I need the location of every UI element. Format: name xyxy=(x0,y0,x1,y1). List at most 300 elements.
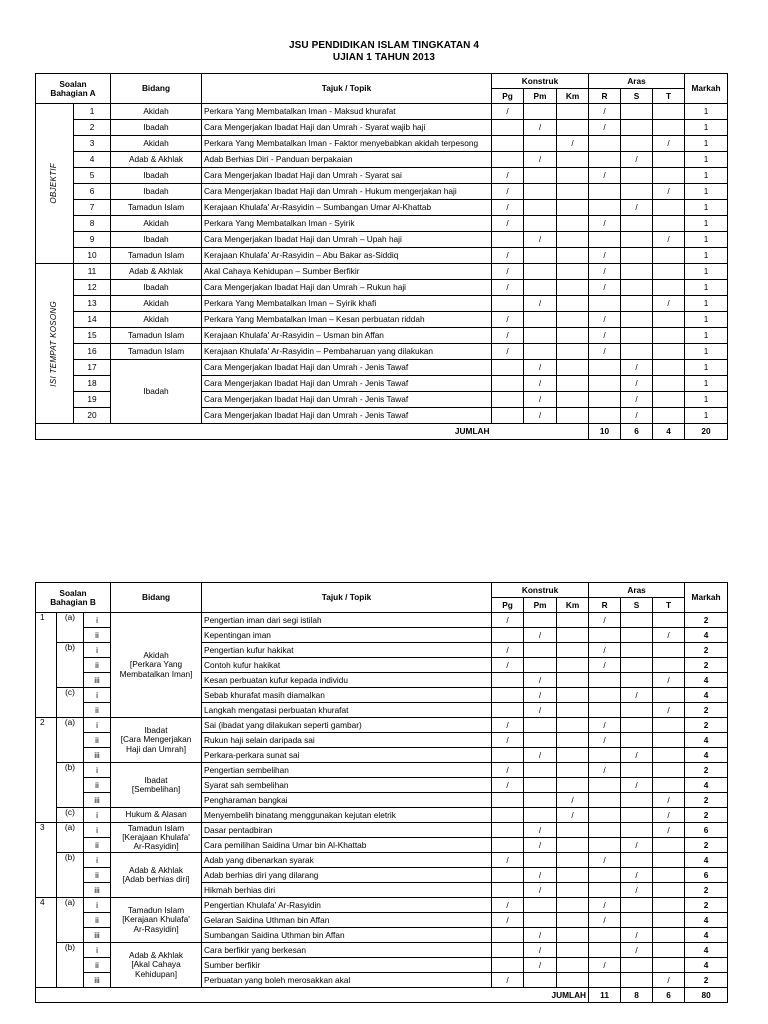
pg-mark: / xyxy=(492,733,524,748)
pg-mark: / xyxy=(492,248,524,264)
t-mark: / xyxy=(653,703,685,718)
bidang-cell: Adab & Akhlak xyxy=(111,152,202,168)
pg-mark xyxy=(492,628,524,643)
r-mark xyxy=(589,408,621,424)
km-mark xyxy=(557,928,589,943)
pm-mark: / xyxy=(524,868,557,883)
question-subpart: iii xyxy=(84,793,111,808)
s-mark xyxy=(621,973,653,988)
s-mark xyxy=(621,232,653,248)
header-km: Km xyxy=(557,89,589,104)
km-mark: / xyxy=(557,793,589,808)
s-mark: / xyxy=(621,748,653,763)
bidang-cell: Tamadun Islam [Kerajaan Khulafa' Ar-Rasyidin] xyxy=(111,823,202,853)
total-markah: 80 xyxy=(685,988,728,1003)
tajuk-cell: Sumber berfikir xyxy=(202,958,492,973)
markah-cell: 2 xyxy=(685,613,728,628)
tajuk-cell: Cara berfikir yang berkesan xyxy=(202,943,492,958)
t-mark xyxy=(653,778,685,793)
tajuk-cell: Akal Cahaya Kehidupan – Sumber Berfikir xyxy=(202,264,492,280)
empty-cell xyxy=(557,424,589,440)
markah-cell: 4 xyxy=(685,673,728,688)
km-mark xyxy=(557,104,589,120)
km-mark xyxy=(557,688,589,703)
tajuk-cell: Cara Mengerjakan Ibadat Haji dan Umrah - Syarat sai xyxy=(202,168,492,184)
markah-cell: 4 xyxy=(685,688,728,703)
t-mark xyxy=(653,328,685,344)
markah-cell: 6 xyxy=(685,823,728,838)
pm-mark xyxy=(524,763,557,778)
s-mark xyxy=(621,898,653,913)
table-row xyxy=(36,360,728,376)
s-mark xyxy=(621,216,653,232)
km-mark xyxy=(557,232,589,248)
bidang-cell: Ibadat [Cara Mengerjakan Haji dan Umrah] xyxy=(111,718,202,763)
tajuk-cell: Perkara Yang Membatalkan Iman – Kesan perbuatan riddah xyxy=(202,312,492,328)
table-row xyxy=(36,152,728,168)
pm-mark xyxy=(524,136,557,152)
km-mark xyxy=(557,344,589,360)
tajuk-cell: Cara Mengerjakan Ibadat Haji dan Umrah – Upah haji xyxy=(202,232,492,248)
r-mark xyxy=(589,943,621,958)
table-row xyxy=(36,248,728,264)
s-mark: / xyxy=(621,152,653,168)
tajuk-cell: Perbuatan yang boleh merosakkan akal xyxy=(202,973,492,988)
pm-mark: / xyxy=(524,883,557,898)
t-mark xyxy=(653,658,685,673)
question-subpart: iii xyxy=(84,928,111,943)
s-mark xyxy=(621,643,653,658)
question-part: (a) xyxy=(57,613,84,643)
pg-mark xyxy=(492,296,524,312)
table-row xyxy=(36,763,728,778)
km-mark xyxy=(557,312,589,328)
s-mark xyxy=(621,673,653,688)
r-mark xyxy=(589,152,621,168)
pg-mark xyxy=(492,703,524,718)
r-mark xyxy=(589,778,621,793)
markah-cell: 1 xyxy=(685,184,728,200)
pg-mark: / xyxy=(492,168,524,184)
question-subpart: ii xyxy=(84,913,111,928)
r-mark: / xyxy=(589,104,621,120)
r-mark: / xyxy=(589,120,621,136)
pg-mark xyxy=(492,673,524,688)
table-bahagian-a xyxy=(35,73,728,440)
tajuk-cell: Perkara Yang Membatalkan Iman – Syirik khafi xyxy=(202,296,492,312)
s-mark xyxy=(621,168,653,184)
pm-mark xyxy=(524,898,557,913)
markah-cell: 4 xyxy=(685,748,728,763)
question-number: 1 xyxy=(36,613,57,718)
markah-cell: 4 xyxy=(685,778,728,793)
s-mark xyxy=(621,658,653,673)
r-mark xyxy=(589,748,621,763)
question-subpart: i xyxy=(84,643,111,658)
pg-mark xyxy=(492,376,524,392)
pm-mark: / xyxy=(524,823,557,838)
pg-mark xyxy=(492,688,524,703)
markah-cell: 1 xyxy=(685,264,728,280)
question-number: 12 xyxy=(74,280,111,296)
s-mark: / xyxy=(621,778,653,793)
r-mark: / xyxy=(589,280,621,296)
markah-cell: 1 xyxy=(685,296,728,312)
t-mark: / xyxy=(653,184,685,200)
table-row xyxy=(36,232,728,248)
km-mark xyxy=(557,718,589,733)
pm-mark xyxy=(524,328,557,344)
total-markah: 20 xyxy=(685,424,728,440)
question-part: (c) xyxy=(57,808,84,823)
t-mark xyxy=(653,216,685,232)
question-part: (b) xyxy=(57,763,84,808)
question-number: 13 xyxy=(74,296,111,312)
tajuk-cell: Adab Berhias Diri - Panduan berpakaian xyxy=(202,152,492,168)
s-mark xyxy=(621,763,653,778)
markah-cell: 2 xyxy=(685,658,728,673)
s-mark xyxy=(621,958,653,973)
s-mark xyxy=(621,248,653,264)
bidang-cell: Ibadah xyxy=(111,120,202,136)
pg-mark xyxy=(492,808,524,823)
bidang-cell: Akidah xyxy=(111,216,202,232)
pg-mark xyxy=(492,883,524,898)
pm-mark xyxy=(524,643,557,658)
tajuk-cell: Pengharaman bangkai xyxy=(202,793,492,808)
tajuk-cell: Cara Mengerjakan Ibadat Haji dan Umrah - Hukum mengerjakan haji xyxy=(202,184,492,200)
header-tajuk: Tajuk / Topik xyxy=(202,583,492,613)
header-markah: Markah xyxy=(685,74,728,104)
bidang-cell: Tamadun Islam [Kerajaan Khulafa' Ar-Rasyidin] xyxy=(111,898,202,943)
s-mark xyxy=(621,718,653,733)
t-mark xyxy=(653,928,685,943)
pg-mark: / xyxy=(492,778,524,793)
pg-mark xyxy=(492,943,524,958)
pg-mark xyxy=(492,793,524,808)
tajuk-cell: Pengertian Khulafa' Ar-Rasyidin xyxy=(202,898,492,913)
tajuk-cell: Perkara Yang Membatalkan Iman - Syirik xyxy=(202,216,492,232)
empty-cell xyxy=(492,424,524,440)
tajuk-cell: Pengertian iman dari segi istilah xyxy=(202,613,492,628)
bidang-cell: Tamadun Islam xyxy=(111,248,202,264)
s-mark: / xyxy=(621,376,653,392)
pg-mark: / xyxy=(492,200,524,216)
question-number: 3 xyxy=(36,823,57,898)
markah-cell: 1 xyxy=(685,120,728,136)
bidang-cell: Tamadun Islam xyxy=(111,344,202,360)
s-mark xyxy=(621,613,653,628)
markah-cell: 1 xyxy=(685,104,728,120)
question-number: 17 xyxy=(74,360,111,376)
r-mark xyxy=(589,823,621,838)
t-mark xyxy=(653,168,685,184)
pg-mark: / xyxy=(492,312,524,328)
km-mark xyxy=(557,778,589,793)
question-number: 5 xyxy=(74,168,111,184)
bidang-cell: Akidah [Perkara Yang Membatalkan Iman] xyxy=(111,613,202,718)
pm-mark: / xyxy=(524,152,557,168)
km-mark xyxy=(557,328,589,344)
t-mark xyxy=(653,958,685,973)
s-mark xyxy=(621,823,653,838)
s-mark xyxy=(621,264,653,280)
question-number: 4 xyxy=(74,152,111,168)
bidang-cell: Akidah xyxy=(111,312,202,328)
s-mark: / xyxy=(621,408,653,424)
total-label: JUMLAH xyxy=(36,424,492,440)
markah-cell: 4 xyxy=(685,733,728,748)
s-mark: / xyxy=(621,883,653,898)
markah-cell: 1 xyxy=(685,392,728,408)
total-label: JUMLAH xyxy=(36,988,589,1003)
bidang-cell: Adab & Akhlak [Akal Cahaya Kehidupan] xyxy=(111,943,202,988)
empty-cell xyxy=(524,424,557,440)
pm-mark xyxy=(524,280,557,296)
pg-mark: / xyxy=(492,184,524,200)
r-mark: / xyxy=(589,958,621,973)
question-subpart: i xyxy=(84,688,111,703)
pm-mark xyxy=(524,264,557,280)
pg-mark xyxy=(492,958,524,973)
document-subtitle: UJIAN 1 TAHUN 2013 xyxy=(332,52,436,63)
tajuk-cell: Pengertian sembelihan xyxy=(202,763,492,778)
total-row xyxy=(36,988,728,1003)
km-mark xyxy=(557,280,589,296)
bidang-cell: Akidah xyxy=(111,296,202,312)
pg-mark: / xyxy=(492,898,524,913)
t-mark xyxy=(653,376,685,392)
question-number: 19 xyxy=(74,392,111,408)
bidang-cell: Ibadah xyxy=(111,280,202,296)
s-mark xyxy=(621,344,653,360)
question-number: 2 xyxy=(74,120,111,136)
tajuk-cell: Kerajaan Khulafa' Ar-Rasyidin – Usman bin Affan xyxy=(202,328,492,344)
total-s: 6 xyxy=(621,424,653,440)
s-mark xyxy=(621,913,653,928)
total-t: 6 xyxy=(653,988,685,1003)
t-mark xyxy=(653,868,685,883)
s-mark xyxy=(621,120,653,136)
pg-mark: / xyxy=(492,913,524,928)
s-mark xyxy=(621,628,653,643)
r-mark xyxy=(589,868,621,883)
s-mark xyxy=(621,184,653,200)
question-subpart: i xyxy=(84,943,111,958)
tajuk-cell: Cara Mengerjakan Ibadat Haji dan Umrah - Jenis Tawaf xyxy=(202,408,492,424)
pg-mark xyxy=(492,232,524,248)
km-mark xyxy=(557,883,589,898)
t-mark xyxy=(653,688,685,703)
pg-mark: / xyxy=(492,216,524,232)
total-t: 4 xyxy=(653,424,685,440)
s-mark: / xyxy=(621,838,653,853)
header-s: S xyxy=(621,89,653,104)
markah-cell: 1 xyxy=(685,216,728,232)
pm-mark: / xyxy=(524,392,557,408)
km-mark xyxy=(557,748,589,763)
r-mark xyxy=(589,688,621,703)
bidang-cell: Akidah xyxy=(111,136,202,152)
pg-mark xyxy=(492,823,524,838)
bidang-cell: Tamadun Islam xyxy=(111,200,202,216)
markah-cell: 2 xyxy=(685,838,728,853)
markah-cell: 1 xyxy=(685,200,728,216)
question-number: 18 xyxy=(74,376,111,392)
table-row xyxy=(36,344,728,360)
table-row xyxy=(36,718,728,733)
markah-cell: 1 xyxy=(685,408,728,424)
question-subpart: ii xyxy=(84,868,111,883)
pm-mark xyxy=(524,853,557,868)
tajuk-cell: Cara Mengerjakan Ibadat Haji dan Umrah – Rukun haji xyxy=(202,280,492,296)
header-pm: Pm xyxy=(524,89,557,104)
km-mark xyxy=(557,838,589,853)
t-mark xyxy=(653,763,685,778)
pg-mark: / xyxy=(492,763,524,778)
pm-mark: / xyxy=(524,943,557,958)
table-row xyxy=(36,120,728,136)
t-mark xyxy=(653,408,685,424)
tajuk-cell: Pengertian kufur hakikat xyxy=(202,643,492,658)
question-number: 3 xyxy=(74,136,111,152)
question-number: 10 xyxy=(74,248,111,264)
header-bidang: Bidang xyxy=(111,74,202,104)
markah-cell: 1 xyxy=(685,136,728,152)
question-part: (a) xyxy=(57,718,84,763)
question-number: 1 xyxy=(74,104,111,120)
km-mark xyxy=(557,392,589,408)
pm-mark: / xyxy=(524,360,557,376)
t-mark xyxy=(653,913,685,928)
r-mark xyxy=(589,928,621,943)
question-number: 14 xyxy=(74,312,111,328)
r-mark xyxy=(589,136,621,152)
s-mark xyxy=(621,853,653,868)
table-row xyxy=(36,312,728,328)
tajuk-cell: Cara Mengerjakan Ibadat Haji dan Umrah - Syarat wajib haji xyxy=(202,120,492,136)
question-subpart: ii xyxy=(84,838,111,853)
km-mark xyxy=(557,673,589,688)
question-number: 16 xyxy=(74,344,111,360)
table-row xyxy=(36,613,728,628)
pg-mark xyxy=(492,392,524,408)
km-mark xyxy=(557,898,589,913)
document-title: JSU PENDIDIKAN ISLAM TINGKATAN 4 xyxy=(288,40,480,51)
tajuk-cell: Kesan perbuatan kufur kepada individu xyxy=(202,673,492,688)
question-subpart: iii xyxy=(84,673,111,688)
question-number: 4 xyxy=(36,898,57,988)
table-row xyxy=(36,280,728,296)
header-km: Km xyxy=(557,598,589,613)
km-mark xyxy=(557,360,589,376)
markah-cell: 4 xyxy=(685,628,728,643)
pg-mark xyxy=(492,838,524,853)
table-row xyxy=(36,823,728,838)
markah-cell: 2 xyxy=(685,793,728,808)
question-subpart: i xyxy=(84,823,111,838)
question-subpart: i xyxy=(84,898,111,913)
markah-cell: 4 xyxy=(685,928,728,943)
t-mark: / xyxy=(653,136,685,152)
table-row xyxy=(36,200,728,216)
tajuk-cell: Gelaran Saidina Uthman bin Affan xyxy=(202,913,492,928)
t-mark: / xyxy=(653,296,685,312)
r-mark xyxy=(589,392,621,408)
r-mark: / xyxy=(589,312,621,328)
bidang-cell: Hukum & Alasan xyxy=(111,808,202,823)
question-subpart: iii xyxy=(84,883,111,898)
table-row xyxy=(36,296,728,312)
tajuk-cell: Rukun haji selain daripada sai xyxy=(202,733,492,748)
question-part: (b) xyxy=(57,643,84,688)
pm-mark xyxy=(524,808,557,823)
km-mark xyxy=(557,943,589,958)
km-mark xyxy=(557,184,589,200)
r-mark xyxy=(589,360,621,376)
pm-mark xyxy=(524,913,557,928)
header-bidang: Bidang xyxy=(111,583,202,613)
question-number: 2 xyxy=(36,718,57,823)
t-mark xyxy=(653,344,685,360)
group-label-objektif xyxy=(36,104,74,264)
t-mark xyxy=(653,248,685,264)
header-soalan: Soalan Bahagian A xyxy=(36,74,111,104)
pg-mark xyxy=(492,152,524,168)
header-r: R xyxy=(589,89,621,104)
r-mark: / xyxy=(589,658,621,673)
header-t: T xyxy=(653,89,685,104)
km-mark xyxy=(557,200,589,216)
table-row xyxy=(36,264,728,280)
table-row xyxy=(36,808,728,823)
r-mark: / xyxy=(589,248,621,264)
t-mark xyxy=(653,152,685,168)
pm-mark xyxy=(524,216,557,232)
total-row xyxy=(36,424,728,440)
markah-cell: 1 xyxy=(685,376,728,392)
table-row xyxy=(36,104,728,120)
pm-mark xyxy=(524,200,557,216)
km-mark xyxy=(557,703,589,718)
group-label-text: OBJEKTIF xyxy=(49,163,59,204)
tajuk-cell: Hikmah berhias diri xyxy=(202,883,492,898)
markah-cell: 2 xyxy=(685,718,728,733)
group-label-text: ISI TEMPAT KOSONG xyxy=(49,300,59,387)
km-mark xyxy=(557,658,589,673)
question-number: 8 xyxy=(74,216,111,232)
tajuk-cell: Cara pemilihan Saidina Umar bin Al-Khattab xyxy=(202,838,492,853)
km-mark xyxy=(557,168,589,184)
pg-mark xyxy=(492,928,524,943)
markah-cell: 2 xyxy=(685,808,728,823)
km-mark xyxy=(557,120,589,136)
t-mark xyxy=(653,264,685,280)
t-mark xyxy=(653,748,685,763)
r-mark: / xyxy=(589,613,621,628)
bidang-cell: Ibadah xyxy=(111,232,202,248)
tajuk-cell: Syarat sah sembelihan xyxy=(202,778,492,793)
km-mark xyxy=(557,733,589,748)
t-mark xyxy=(653,718,685,733)
pm-mark: / xyxy=(524,120,557,136)
t-mark xyxy=(653,280,685,296)
question-number: 20 xyxy=(74,408,111,424)
km-mark xyxy=(557,763,589,778)
km-mark xyxy=(557,853,589,868)
question-subpart: iii xyxy=(84,973,111,988)
t-mark xyxy=(653,643,685,658)
